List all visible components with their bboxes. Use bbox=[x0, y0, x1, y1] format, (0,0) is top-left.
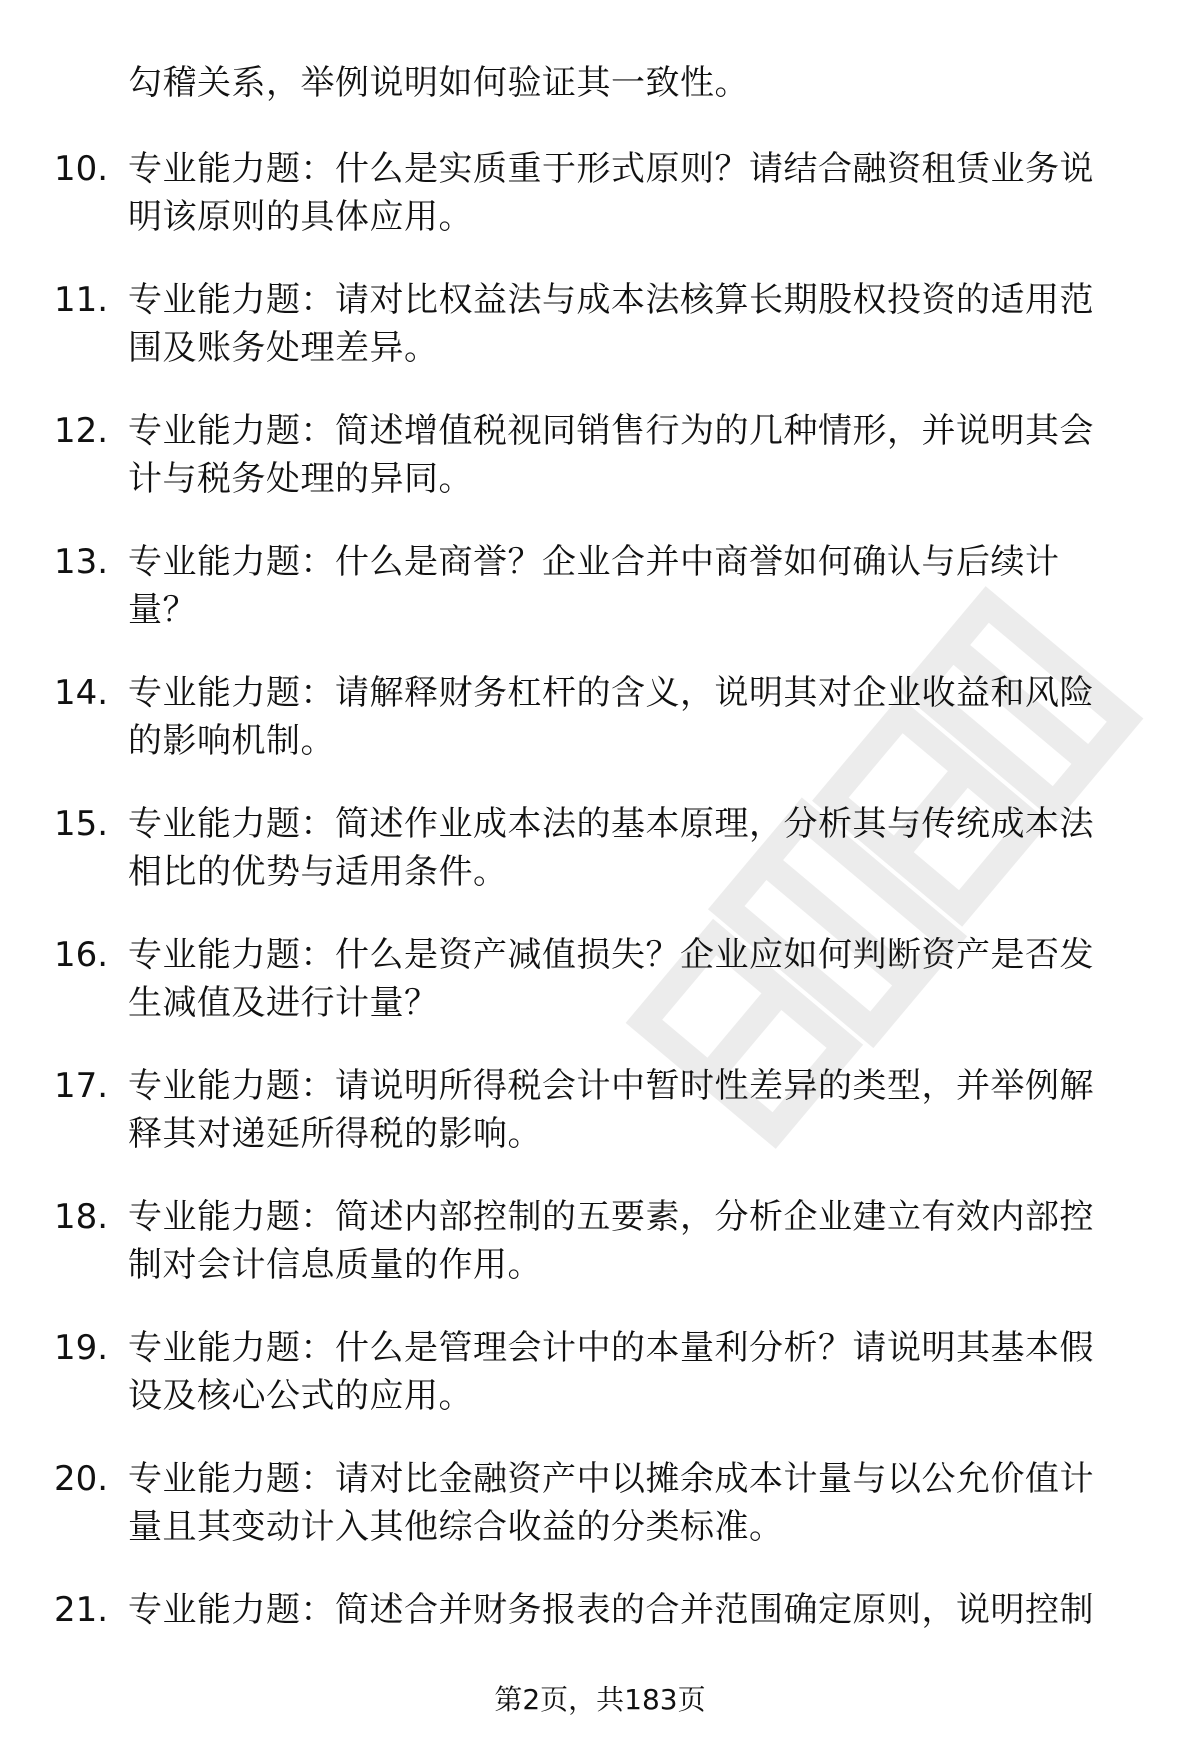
question-number: 17. bbox=[54, 1066, 109, 1106]
question-text-line-1: 专业能力题：简述增值税视同销售行为的几种情形，并说明其会 bbox=[128, 411, 1094, 451]
question-text-line-2: 围及账务处理差异。 bbox=[128, 328, 439, 368]
list-item bbox=[0, 670, 1200, 801]
question-text-line-2: 的影响机制。 bbox=[128, 721, 335, 761]
question-text-line-2: 制对会计信息质量的作用。 bbox=[128, 1245, 542, 1285]
question-text-line-2: 量且其变动计入其他综合收益的分类标准。 bbox=[128, 1507, 784, 1547]
list-item bbox=[0, 801, 1200, 932]
question-text-line-2: 相比的优势与适用条件。 bbox=[128, 852, 508, 892]
list-item bbox=[0, 1063, 1200, 1194]
question-text-line-1: 专业能力题：什么是资产减值损失？企业应如何判断资产是否发 bbox=[128, 935, 1094, 975]
question-text-line-2: 生减值及进行计量？ bbox=[128, 983, 439, 1023]
question-number: 18. bbox=[54, 1197, 109, 1237]
question-number: 11. bbox=[54, 280, 109, 320]
question-number: 14. bbox=[54, 673, 109, 713]
question-text-line-1: 专业能力题：请对比金融资产中以摊余成本计量与以公允价值计 bbox=[128, 1459, 1094, 1499]
question-number: 13. bbox=[54, 542, 109, 582]
question-text-line-2: 明该原则的具体应用。 bbox=[128, 197, 473, 237]
question-text-line-1: 专业能力题：请对比权益法与成本法核算长期股权投资的适用范 bbox=[128, 280, 1094, 320]
list-item bbox=[0, 539, 1200, 670]
question-text-line-1: 专业能力题：什么是实质重于形式原则？请结合融资租赁业务说 bbox=[128, 149, 1094, 189]
question-text-line-1: 专业能力题：请说明所得税会计中暂时性差异的类型，并举例解 bbox=[128, 1066, 1094, 1106]
list-item bbox=[0, 277, 1200, 408]
question-number: 16. bbox=[54, 935, 109, 975]
list-item bbox=[0, 932, 1200, 1063]
question-number: 15. bbox=[54, 804, 109, 844]
carryover-line: 勾稽关系，举例说明如何验证其一致性。 bbox=[128, 63, 749, 103]
question-text-line-1: 专业能力题：简述内部控制的五要素，分析企业建立有效内部控 bbox=[128, 1197, 1094, 1237]
question-number: 19. bbox=[54, 1328, 109, 1368]
list-item bbox=[0, 1325, 1200, 1456]
question-number: 21. bbox=[54, 1590, 109, 1630]
page-footer: 第2页，共183页 bbox=[494, 1683, 706, 1716]
question-text-line-2: 量？ bbox=[128, 590, 197, 630]
list-item bbox=[0, 146, 1200, 277]
question-number: 12. bbox=[54, 411, 109, 451]
list-item bbox=[0, 408, 1200, 539]
question-text-line-2: 计与税务处理的异同。 bbox=[128, 459, 473, 499]
question-text-line-1: 专业能力题：简述作业成本法的基本原理，分析其与传统成本法 bbox=[128, 804, 1094, 844]
question-number: 20. bbox=[54, 1459, 109, 1499]
list-item bbox=[0, 1456, 1200, 1587]
question-list bbox=[0, 146, 1200, 1718]
question-text-line-1: 专业能力题：请解释财务杠杆的含义，说明其对企业收益和风险 bbox=[128, 673, 1094, 713]
question-number: 10. bbox=[54, 149, 109, 189]
question-text-line-2: 设及核心公式的应用。 bbox=[128, 1376, 473, 1416]
list-item bbox=[0, 1194, 1200, 1325]
question-text-line-2: 释其对递延所得税的影响。 bbox=[128, 1114, 542, 1154]
question-text-line-1: 专业能力题：什么是管理会计中的本量利分析？请说明其基本假 bbox=[128, 1328, 1094, 1368]
question-text-line-1: 专业能力题：简述合并财务报表的合并范围确定原则，说明控制 bbox=[128, 1590, 1094, 1630]
question-text-line-1: 专业能力题：什么是商誉？企业合并中商誉如何确认与后续计 bbox=[128, 542, 1060, 582]
